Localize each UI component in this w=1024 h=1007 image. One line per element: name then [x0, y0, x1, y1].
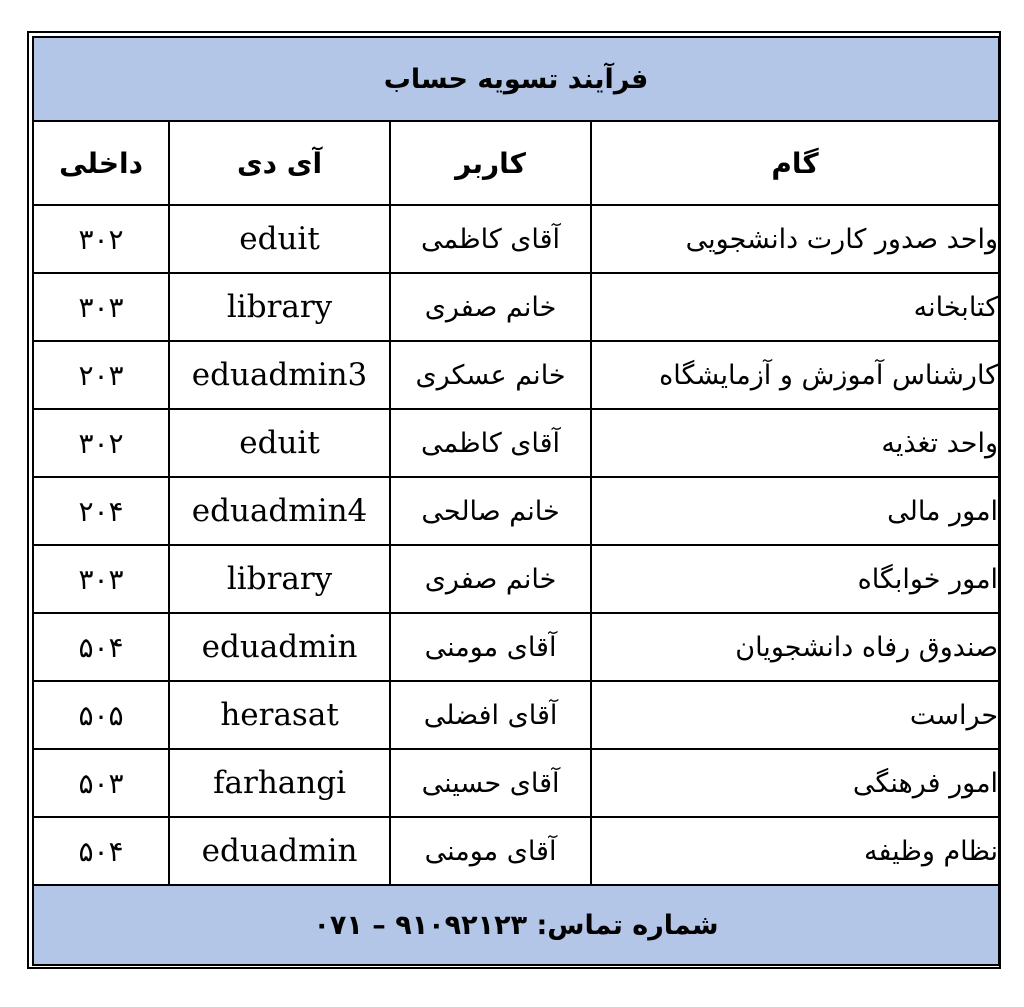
- id-cell: eduadmin4: [169, 477, 390, 545]
- id-cell: library: [169, 273, 390, 341]
- user-cell: خانم صالحی: [390, 477, 591, 545]
- footer-row: [33, 885, 999, 965]
- table-body: [33, 205, 999, 885]
- extension-cell: ۳۰۳: [33, 273, 169, 341]
- header-user: کاربر: [390, 121, 591, 205]
- user-cell: خانم عسکری: [390, 341, 591, 409]
- table-row: [33, 681, 999, 749]
- table-row: [33, 545, 999, 613]
- user-cell: آقای کاظمی: [390, 409, 591, 477]
- header-extension: داخلی: [33, 121, 169, 205]
- table-row: [33, 409, 999, 477]
- step-cell: واحد صدور کارت دانشجویی: [591, 205, 999, 273]
- user-cell: آقای حسینی: [390, 749, 591, 817]
- extension-cell: ۳۰۳: [33, 545, 169, 613]
- step-cell: امور مالی: [591, 477, 999, 545]
- id-cell: farhangi: [169, 749, 390, 817]
- contact-number: شماره تماس: ۹۱۰۹۲۱۲۳ – ۰۷۱: [33, 885, 999, 965]
- extension-cell: ۵۰۴: [33, 613, 169, 681]
- table-row: [33, 749, 999, 817]
- settlement-table: [32, 36, 1000, 966]
- id-cell: eduit: [169, 409, 390, 477]
- user-cell: آقای مومنی: [390, 613, 591, 681]
- table-row: [33, 205, 999, 273]
- id-cell: eduadmin: [169, 613, 390, 681]
- title-row: [33, 37, 999, 121]
- extension-cell: ۵۰۴: [33, 817, 169, 885]
- header-row: [33, 121, 999, 205]
- step-cell: کتابخانه: [591, 273, 999, 341]
- step-cell: حراست: [591, 681, 999, 749]
- header-step: گام: [591, 121, 999, 205]
- step-cell: امور خوابگاه: [591, 545, 999, 613]
- id-cell: eduadmin: [169, 817, 390, 885]
- table-row: [33, 341, 999, 409]
- extension-cell: ۲۰۴: [33, 477, 169, 545]
- extension-cell: ۳۰۲: [33, 409, 169, 477]
- id-cell: library: [169, 545, 390, 613]
- step-cell: واحد تغذیه: [591, 409, 999, 477]
- table-row: [33, 817, 999, 885]
- header-id: آی دی: [169, 121, 390, 205]
- user-cell: آقای افضلی: [390, 681, 591, 749]
- step-cell: صندوق رفاه دانشجویان: [591, 613, 999, 681]
- table-row: [33, 477, 999, 545]
- user-cell: خانم صفری: [390, 545, 591, 613]
- extension-cell: ۵۰۵: [33, 681, 169, 749]
- id-cell: eduit: [169, 205, 390, 273]
- user-cell: آقای مومنی: [390, 817, 591, 885]
- extension-cell: ۳۰۲: [33, 205, 169, 273]
- id-cell: herasat: [169, 681, 390, 749]
- step-cell: نظام وظیفه: [591, 817, 999, 885]
- extension-cell: ۲۰۳: [33, 341, 169, 409]
- extension-cell: ۵۰۳: [33, 749, 169, 817]
- step-cell: کارشناس آموزش و آزمایشگاه: [591, 341, 999, 409]
- user-cell: خانم صفری: [390, 273, 591, 341]
- user-cell: آقای کاظمی: [390, 205, 591, 273]
- id-cell: eduadmin3: [169, 341, 390, 409]
- step-cell: امور فرهنگی: [591, 749, 999, 817]
- table-row: [33, 273, 999, 341]
- table-row: [33, 613, 999, 681]
- table-title: فرآیند تسویه حساب: [33, 37, 999, 121]
